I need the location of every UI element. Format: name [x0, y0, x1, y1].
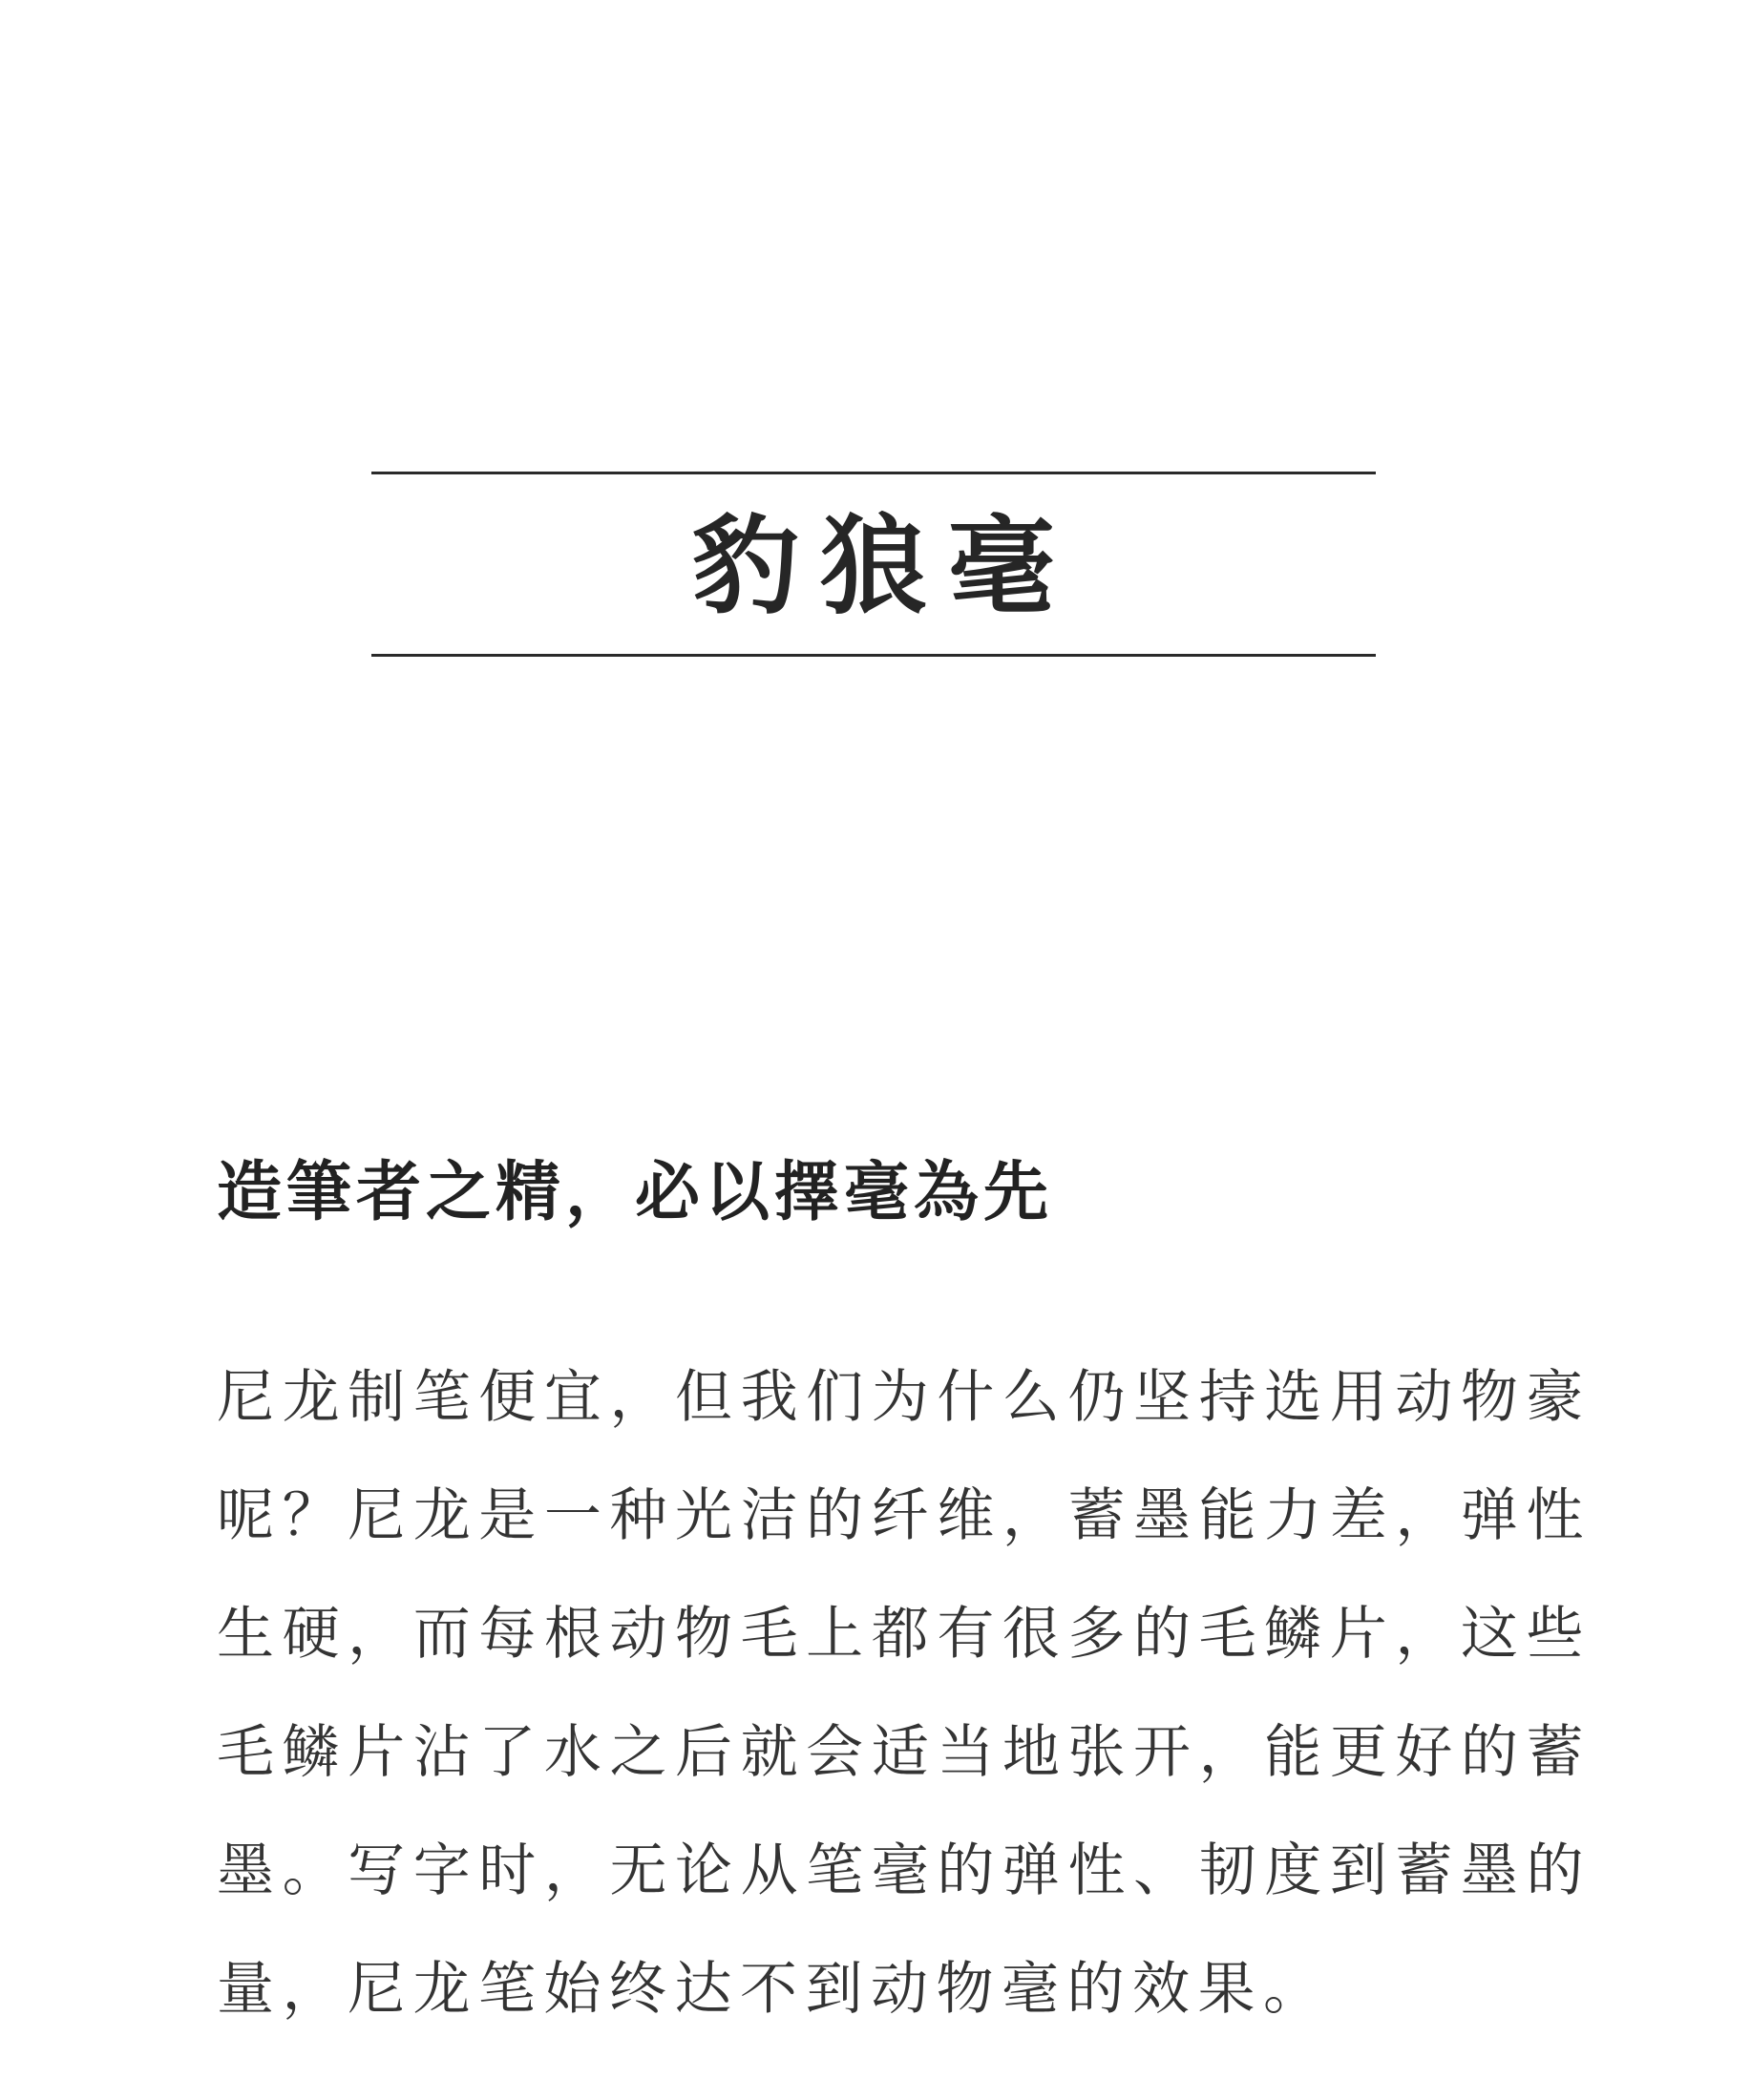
section-heading: 造筆者之精，必以擇毫為先 — [217, 1155, 1054, 1230]
body-paragraph: 尼龙制笔便宜，但我们为什么仍坚持选用动物豪呢？尼龙是一种光洁的纤维，蓄墨能力差，弹性生硬，而每根动物毛上都有很多的毛鳞片，这些毛鳞片沾了水之后就会适当地张开，能更好的蓄墨。写字时，无论从笔毫的弹性、韧度到蓄墨的量，尼龙笔始终达不到动物毫的效果。 — [217, 1364, 1592, 2023]
title-top-rule — [371, 472, 1376, 474]
title-bottom-rule — [371, 654, 1376, 657]
title-block — [371, 472, 1376, 657]
page-title: 豹狼毫 — [692, 504, 1076, 629]
